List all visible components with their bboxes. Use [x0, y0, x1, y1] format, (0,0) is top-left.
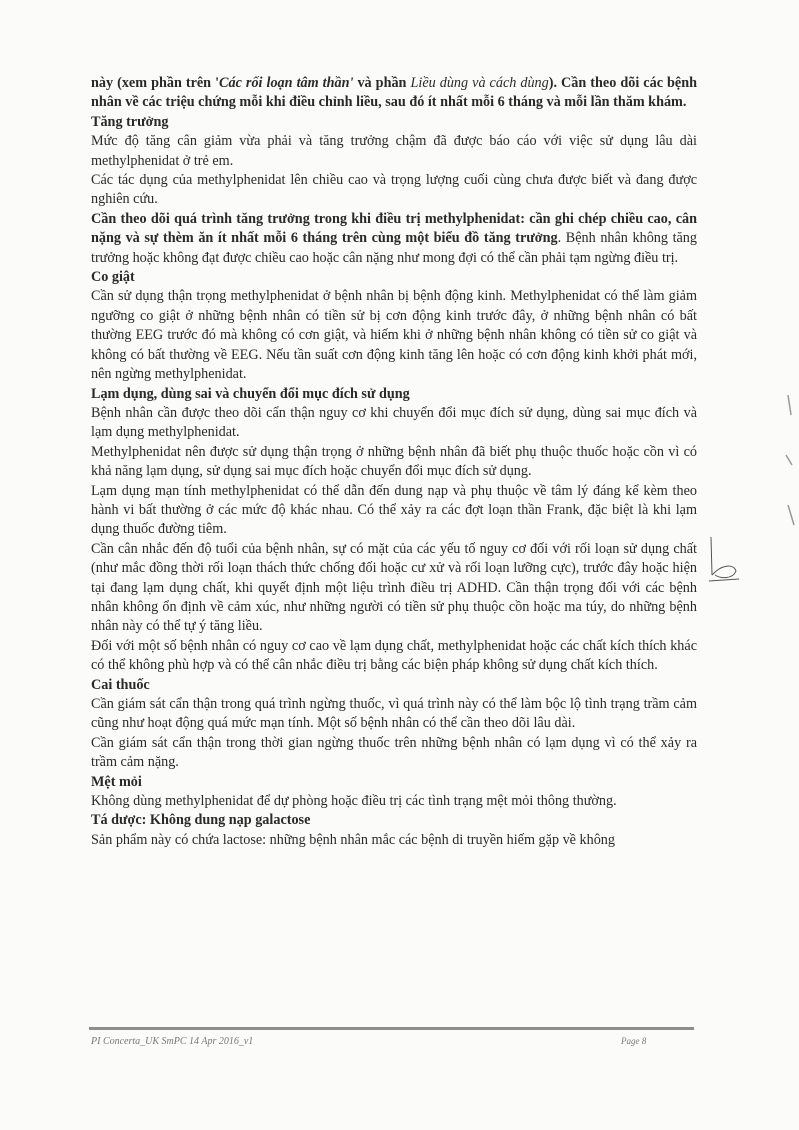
footer-page-number: Page 8	[621, 1036, 647, 1046]
section-heading: Tá dược: Không dung nạp galactose	[91, 812, 311, 829]
body-paragraph: Methylphenidat nên được sử dụng thận trọng ở những bệnh nhân đã biết phụ thuộc thuốc hoặc cồn vì có khả năng lạm dụng, sử dụng sai mục đích hoặc chuyển đổi mục đích sử dụng.	[91, 443, 697, 480]
body-paragraph: Cần sử dụng thận trọng methylphenidat ở bệnh nhân bị bệnh động kinh. Methylphenidat có thể làm giảm ngưỡng co giật ở những bệnh nhân có tiền sử bị cơn động kinh trước đây, ở những bệnh nhân có bất thường EEG trước đó mà không có cơn giật, và hiếm khi ở những bệnh nhân không có tiền sử co giật và không có bất thường về EEG. Nếu tần suất cơn động kinh tăng lên hoặc có cơn động kinh khởi phát mới, nên ngừng methylphenidat.	[91, 288, 697, 383]
text-run: Các rối loạn tâm thần'	[219, 75, 354, 91]
text-run: . Bệnh nhân không tăng trưởng hoặc không đạt được chiều cao hoặc cân nặng như mong đợi có thể cần phải tạm ngừng điều trị.	[91, 230, 697, 266]
section-heading: Co giật	[91, 269, 135, 286]
section-heading: Cai thuốc	[91, 676, 150, 693]
footer-document-id: PI Concerta_UK SmPC 14 Apr 2016_v1	[91, 1036, 254, 1047]
body-paragraph: Mức độ tăng cân giảm vừa phải và tăng trưởng chậm đã được báo cáo với việc sử dụng lâu dài methylphenidat ở trẻ em.	[91, 133, 697, 169]
body-paragraph: Lạm dụng mạn tính methylphenidat có thể dẫn đến dung nạp và phụ thuộc về tâm lý đáng kể kèm theo hành vi bất thường ở các mức độ khác nhau. Có thể xảy ra các đợt loạn thần Frank, đặc biệt là khi lạm dụng thuốc đường tiêm.	[91, 482, 697, 538]
body-paragraph: Cần giám sát cẩn thận trong thời gian ngừng thuốc trên những bệnh nhân có lạm dụng vì có thể xảy ra trầm cảm nặng.	[91, 734, 697, 771]
body-paragraph: Bệnh nhân cần được theo dõi cẩn thận nguy cơ khi chuyển đổi mục đích sử dụng, dùng sai mục đích và lạm dụng methylphenidat.	[91, 404, 697, 441]
body-paragraph	[91, 74, 697, 113]
document-body	[91, 74, 697, 850]
text-run: này (xem phần trên '	[91, 75, 220, 91]
body-paragraph: Các tác dụng của methylphenidat lên chiều cao và trọng lượng cuối cùng chưa được biết và đang được nghiên cứu.	[91, 172, 697, 208]
section-heading: Mệt mỏi	[91, 773, 142, 790]
body-paragraph: Cần cân nhắc đến độ tuổi của bệnh nhân, sự có mặt của các yếu tố nguy cơ đối với rối loạn sử dụng chất (như mắc đồng thời rối loạn thách thức chống đối hoặc cư xử và rối loạn lưỡng cực), trước đây hoặc hiện tại đang lạm dụng chất, khi quyết định một liệu trình điều trị ADHD. Cần thận trọng đối với các bệnh nhân không ổn định về cảm xúc, như những người có tiền sử phụ thuộc cồn hoặc ma túy, do những bệnh nhân này có thể tự ý tăng liều.	[91, 540, 697, 635]
footer-divider	[89, 1027, 694, 1030]
section-heading: Tăng trưởng	[91, 113, 169, 130]
body-paragraph: Không dùng methylphenidat để dự phòng hoặc điều trị các tình trạng mệt mỏi thông thường.	[91, 793, 617, 810]
text-run: ). Cần theo dõi các bệnh nhân về các triệu chứng mỗi khi điều chỉnh liều, sau đó ít nhất mỗi 6 tháng và mỗi lần thăm khám.	[91, 75, 697, 111]
text-run: Cần theo dõi quá trình tăng trưởng trong khi điều trị methylphenidat: cần ghi chép chiều cao, cân nặng và sự thèm ăn ít nhất mỗi 6 tháng trên cùng một biểu đồ tăng trưởng	[91, 210, 697, 247]
body-paragraph: Đối với một số bệnh nhân có nguy cơ cao về lạm dụng chất, methylphenidat hoặc các chất kích thích khác có thể không phù hợp và có thể cân nhắc điều trị bằng các biện pháp không sử dụng chất kích thích.	[91, 637, 697, 674]
body-paragraph	[91, 210, 697, 268]
text-run: Liều dùng và cách dùng	[410, 75, 549, 91]
handwritten-margin-mark	[703, 535, 743, 585]
body-paragraph: Sản phẩm này có chứa lactose: những bệnh nhân mắc các bệnh di truyền hiếm gặp về không	[91, 831, 615, 848]
scan-edge-mark	[782, 395, 798, 535]
body-paragraph: Cần giám sát cẩn thận trong quá trình ngừng thuốc, vì quá trình này có thể làm bộc lộ tình trạng trầm cảm cũng như hoạt động quá mức mạn tính. Một số bệnh nhân có thể cần theo dõi lâu dài.	[91, 696, 697, 732]
section-heading: Lạm dụng, dùng sai và chuyển đổi mục đích sử dụng	[91, 385, 410, 402]
text-run: và phần	[353, 75, 411, 91]
